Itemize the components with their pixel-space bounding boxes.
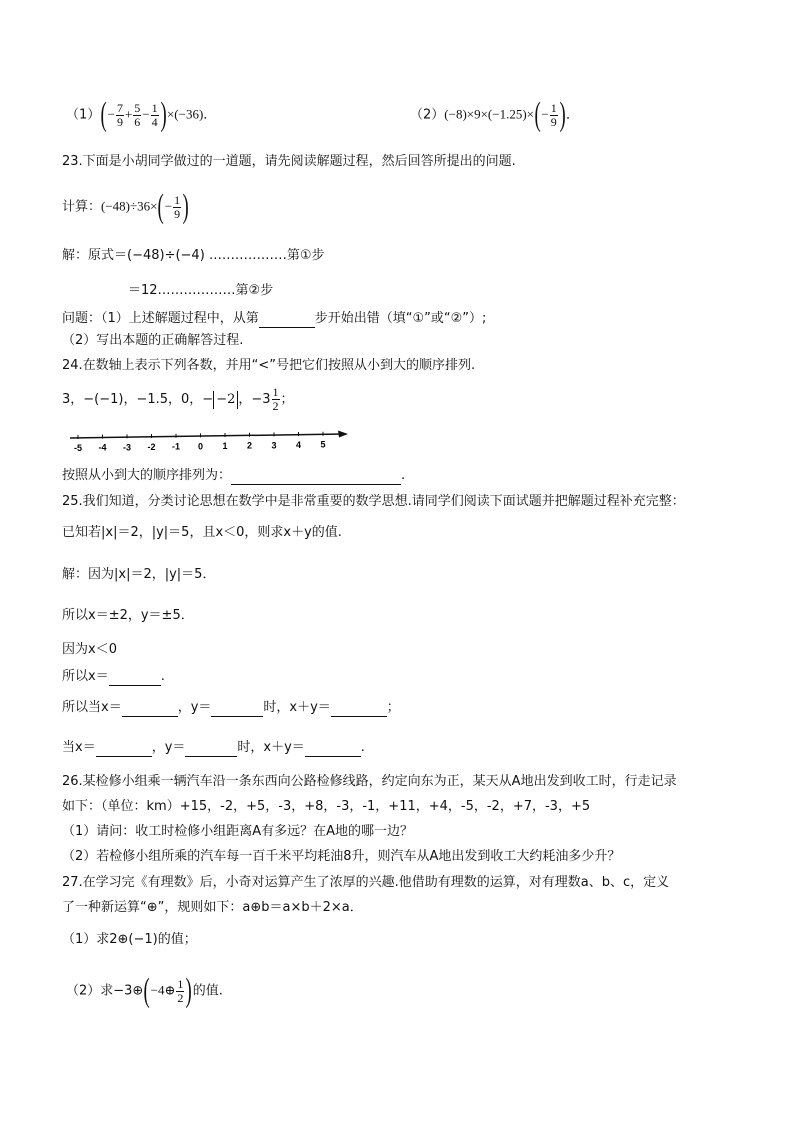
q22-part2: （2）(−8)×9×(−1.25)×(− $\frac{1}{9}$ )．: [410, 96, 580, 133]
q25-sol1: 解：因为|x|＝2，|y|＝5．: [62, 567, 216, 582]
case2-y-blank[interactable]: [185, 738, 237, 757]
tick-label: 3: [271, 440, 277, 451]
q22-p2-label: （2）: [410, 107, 445, 123]
tick-label: -1: [171, 441, 181, 452]
q23-calc: 计算：(−48)÷36×(− $\frac{1}{9}$ ): [62, 188, 189, 225]
tick-label: -4: [98, 442, 107, 453]
q27-q2: （2）求−3⊕(−4⊕ $\frac{1}{2}$ )的值.: [66, 972, 223, 1009]
q23-question2: （2）写出本题的正确解答过程.: [62, 333, 244, 348]
case1-x-blank[interactable]: [122, 698, 178, 717]
tick-label: 1: [222, 441, 228, 452]
tick-label: 4: [295, 440, 302, 451]
q22-p1-label: （1）: [66, 107, 101, 123]
q25-sol6: 当x＝ ，y＝ 时，x＋y＝ .: [62, 740, 365, 755]
q25-title: 25.我们知道，分类讨论思想在数学中是非常重要的数学思想.请同学们阅读下面试题并把解题过程补充完整：: [62, 494, 685, 509]
tick-label: 5: [320, 439, 326, 450]
q25-sol4: 所以x＝ .: [62, 669, 165, 684]
q26-q1: （1）请问：收工时检修小组距离A有多远？在A地的哪一边？: [62, 824, 414, 839]
tick-label: 2: [246, 440, 253, 451]
answer-blank[interactable]: [259, 309, 315, 328]
q24-title: 24.在数轴上表示下列各数，并用“<”号把它们按照从小到大的顺序排列.: [62, 358, 476, 373]
q27-q1: （1）求2⊕(−1)的值；: [62, 932, 197, 947]
q26-line1: 26.某检修小组乘一辆汽车沿一条东西向公路检修线路，约定向东为正，某天从A地出发到收工时，行走记录: [62, 774, 677, 789]
q26-line2: 如下：（单位：km）+15，-2，+5，-3，+8，-3，-1，+11，+4，-5，-2，+7，-3，+5: [62, 799, 591, 814]
tick-label: -2: [147, 442, 156, 453]
x-blank[interactable]: [109, 667, 161, 686]
number-line: [66, 428, 356, 458]
q23-solution-step2: ＝12………………第②步: [128, 283, 274, 298]
q24-numbers: 3，−(−1)，−1.5，0，− −2 ，−3 $\frac{1}{2}$ ；: [62, 385, 294, 413]
q25-given: 已知若|x|＝2，|y|＝5，且x＜0，则求x＋y的值.: [62, 525, 342, 540]
case2-sum-blank[interactable]: [305, 738, 361, 757]
q27-line1: 27.在学习完《有理数》后，小奇对运算产生了浓厚的兴趣.他借助有理数的运算，对有理数a、b、c，定义: [62, 875, 670, 890]
q23-solution-step1: 解：原式＝(−48)÷(−4) ………………第①步: [62, 248, 325, 263]
q25-sol3: 因为x＜0: [62, 642, 117, 657]
q22-part1: （1）(− $\frac{7}{9}$ + $\frac{5}{6}$ − $\frac{1}{4}$ )×(−36)．: [66, 96, 217, 133]
q25-sol2: 所以x＝±2，y＝±5．: [62, 608, 194, 623]
case2-x-blank[interactable]: [96, 738, 152, 757]
q24-order: 按照从小到大的顺序排列为： .: [62, 468, 406, 483]
q25-sol5: 所以当x＝ ，y＝ 时，x＋y＝ ；: [62, 700, 400, 715]
q23-question1: 问题：（1）上述解题过程中，从第 步开始出错（填“①”或“②”）;: [62, 311, 487, 326]
case1-sum-blank[interactable]: [331, 698, 387, 717]
q27-line2: 了一种新运算“⊕”，规则如下：a⊕b＝a×b＋2×a．: [62, 900, 363, 915]
order-answer-blank[interactable]: [231, 466, 401, 485]
tick-label: -5: [73, 443, 83, 453]
tick-label: -3: [122, 442, 132, 453]
q26-q2: （2）若检修小组所乘的汽车每一百千米平均耗油8升，则汽车从A地出发到收工大约耗油多少升？: [62, 849, 621, 864]
case1-y-blank[interactable]: [211, 698, 263, 717]
tick-label: 0: [197, 441, 204, 452]
q23-title: 23.下面是小胡同学做过的一道题，请先阅读解题过程，然后回答所提出的问题.: [62, 154, 516, 169]
